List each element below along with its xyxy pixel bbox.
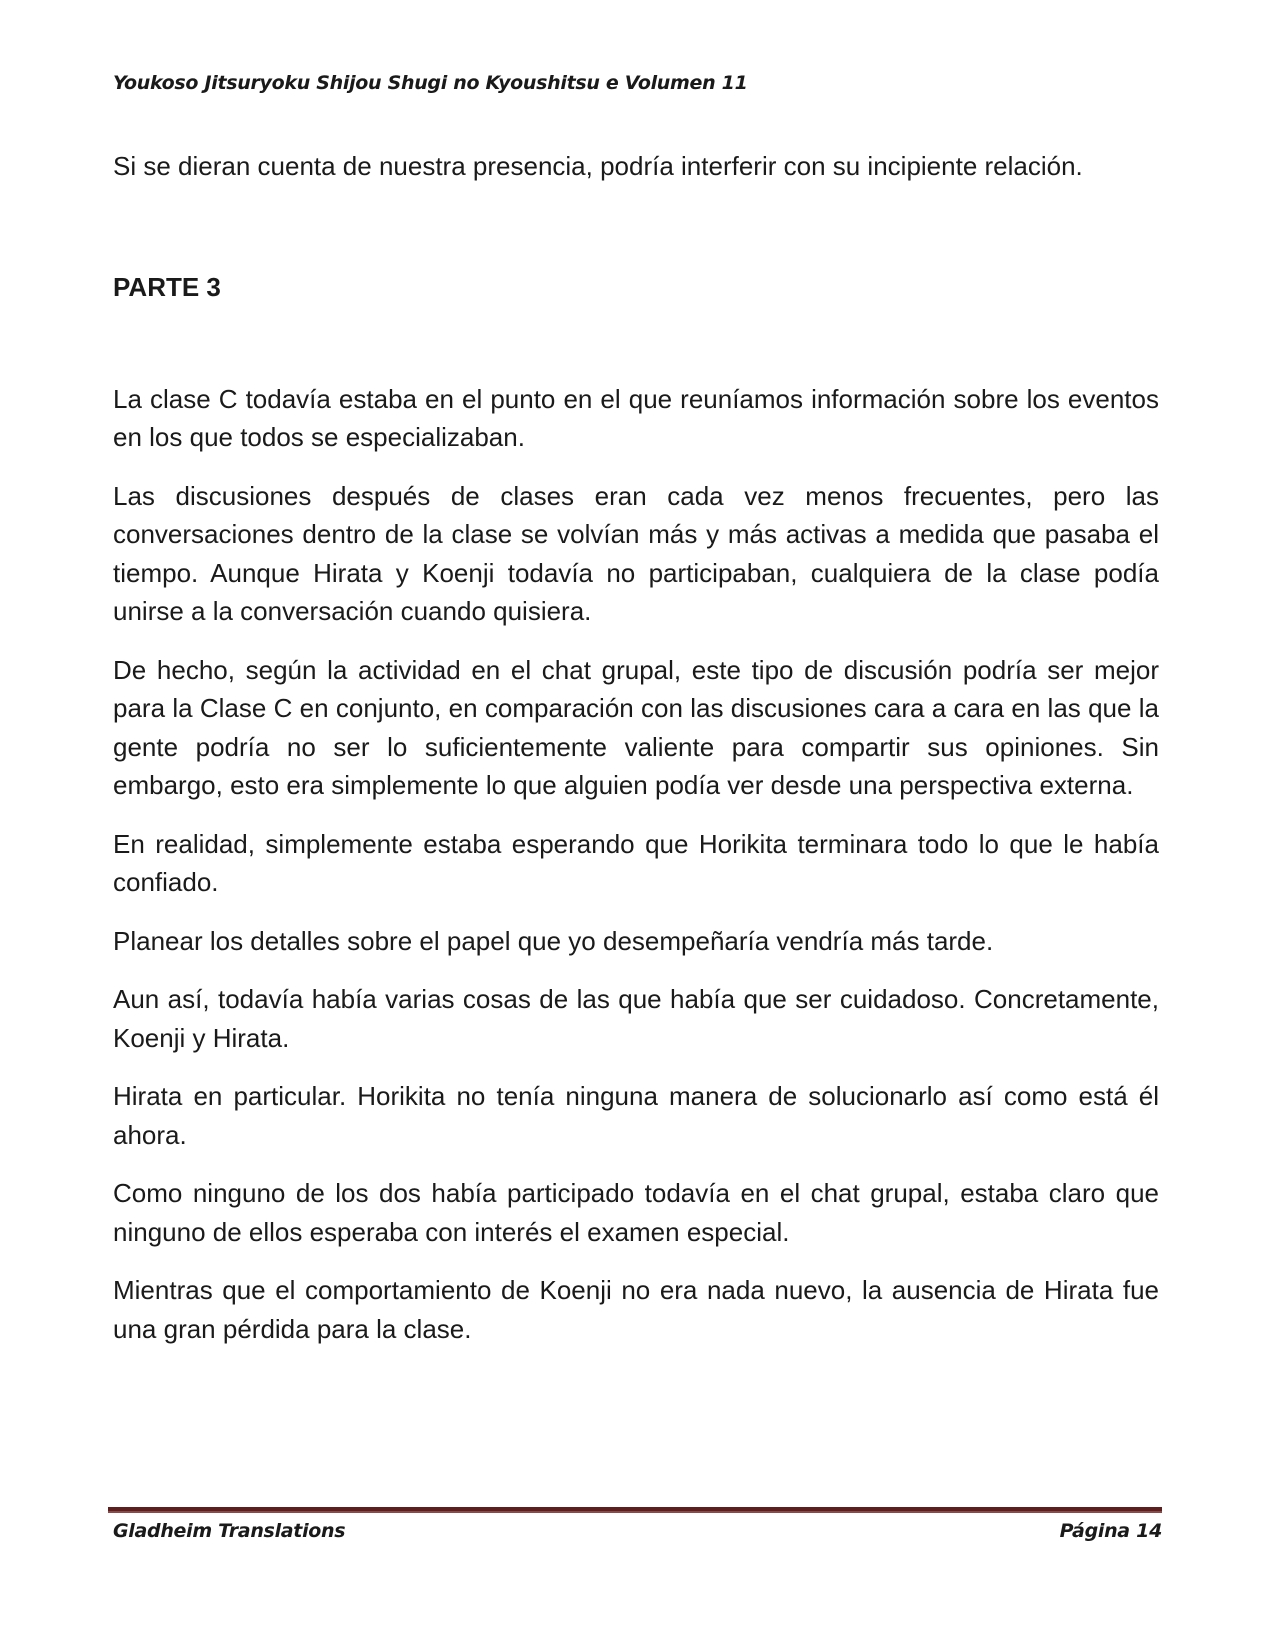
body-paragraph-4: En realidad, simplemente estaba esperando que Horikita terminara todo lo que le había confiado. — [113, 828, 1159, 897]
footer-page-number: Página 14 — [1059, 1520, 1162, 1542]
body-paragraph-1: La clase C todavía estaba en el punto en el que reuníamos información sobre los eventos en los que todos se especializaban. — [113, 383, 1159, 452]
footer-translator: Gladheim Translations — [113, 1520, 346, 1542]
footer-rule — [108, 1507, 1162, 1513]
body-paragraph-8: Como ninguno de los dos había participado todavía en el chat grupal, estaba claro que ninguno de ellos esperaba con interés el examen especial. — [113, 1178, 1159, 1247]
section-heading: PARTE 3 — [113, 271, 221, 302]
body-paragraph-6: Aun así, todavía había varias cosas de las que había que ser cuidadoso. Concretamente, Koenji y Hirata. — [113, 984, 1159, 1053]
body-paragraph-9: Mientras que el comportamiento de Koenji no era nada nuevo, la ausencia de Hirata fue una gran pérdida para la clase. — [113, 1275, 1159, 1344]
body-paragraph-2: Las discusiones después de clases eran cada vez menos frecuentes, pero las conversaciones dentro de la clase se volvían más y más activas a medida que pasaba el tiempo. Aunque Hirata y Koenji todavía no participaban, cualquiera de la clase podía unirse a la conversación cuando quisiera. — [113, 480, 1159, 626]
running-header-title: Youkoso Jitsuryoku Shijou Shugi no Kyoushitsu e Volumen 11 — [113, 72, 748, 94]
intro-paragraph: Si se dieran cuenta de nuestra presencia, podría interferir con su incipiente relación. — [113, 151, 1083, 181]
page-content — [113, 147, 1159, 1368]
body-paragraph-3: De hecho, según la actividad en el chat grupal, este tipo de discusión podría ser mejor para la Clase C en conjunto, en comparación con las discusiones cara a cara en las que la gente podría no ser lo suficientemente valiente para compartir sus opiniones. Sin embargo, esto era simplemente lo que alguien podía ver desde una perspectiva externa. — [113, 654, 1159, 800]
body-paragraph-7: Hirata en particular. Horikita no tenía ninguna manera de solucionarlo así como está él ahora. — [113, 1081, 1159, 1150]
body-paragraph-5: Planear los detalles sobre el papel que yo desempeñaría vendría más tarde. — [113, 925, 994, 956]
